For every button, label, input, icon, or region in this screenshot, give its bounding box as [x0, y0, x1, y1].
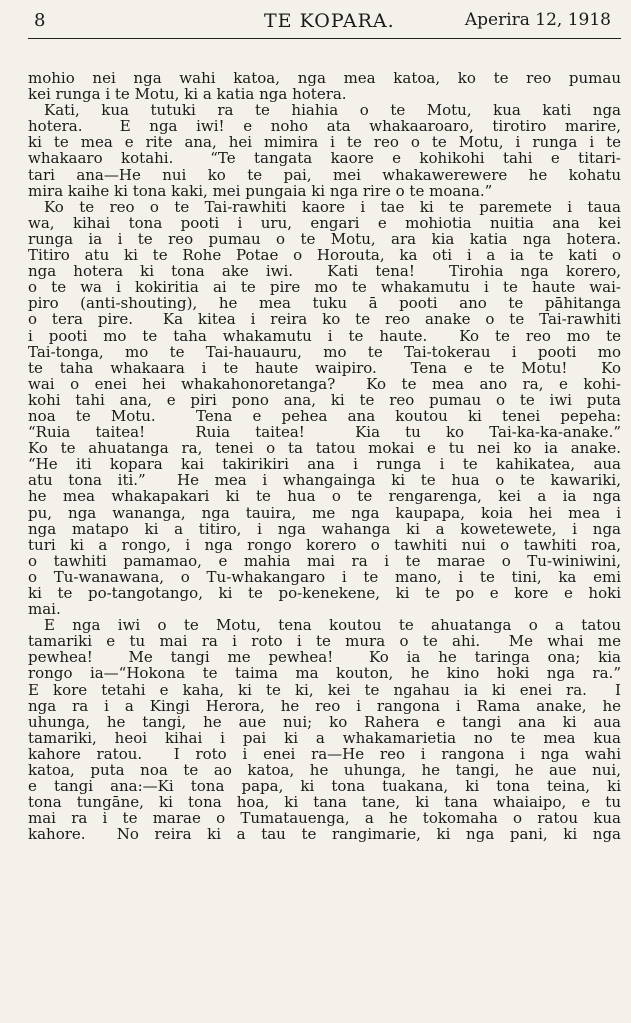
masthead-title: TE KOPARA.: [264, 10, 395, 32]
text-line: noa te Motu. Tena e pehea ana koutou ki tenei pepeha:: [28, 406, 621, 425]
text-line: nga matapo ki a titiro, i nga wahanga ki a kowetewete, i nga: [28, 519, 621, 538]
text-line: “Ruia taitea! Ruia taitea! Kia tu ko Tai-ka-ka-anake.”: [28, 423, 621, 442]
text-line: te taha whakaara i te haute waipiro. Tena e te Motu! Ko: [28, 358, 621, 377]
text-line: atu tona iti.” He mea i whangainga ki te hua o te kawariki,: [28, 471, 621, 490]
text-line: rongo ia—“Hokona te taima ma kouton, he kino hoki nga ra.”: [28, 664, 621, 683]
text-line: i pooti mo te taha whakamutu i te haute. Ko te reo mo te: [28, 326, 621, 345]
text-line: tamariki, heoi kihai i pai ki a whakamarietia no te mea kua: [28, 728, 621, 747]
text-line: whakaaro kotahi. “Te tangata kaore e kohikohi tahi e titari-: [28, 149, 621, 168]
text-line: e tangi ana:—Ki tona papa, ki tona tuakana, ki tona teina, ki: [28, 777, 621, 796]
text-line: piro (anti-shouting), he mea tuku ā pooti ano te pāhitanga: [28, 294, 621, 313]
text-line: ki te po-tangotango, ki te po-kenekene, ki te po e kore e hoki: [28, 584, 621, 602]
text-line: Titiro atu ki te Rohe Potae o Horouta, ka oti i a ia te kati o: [28, 246, 621, 265]
text-line: nga ra i a Kingi Herora, he reo i rangona i Rama anake, he: [28, 696, 621, 715]
text-line: katoa, puta noa te ao katoa, he uhunga, he tangi, he aue nui,: [28, 761, 621, 780]
text-line: o Tu-wanawana, o Tu-whakangaro i te mano, i te tini, ka emi: [28, 567, 621, 586]
text-line: ki te mea e rite ana, hei mimira i te reo o te Motu, i runga i te: [28, 133, 621, 152]
text-line: mira kaihe ki tona kaki, mei pungaia ki nga rire o te moana.”: [28, 181, 493, 200]
text-line: uhunga, he tangi, he aue nui; ko Rahera e tangi ana ki aua: [28, 712, 621, 731]
text-line: “He iti kopara kai takirikiri ana i runga i te kahikatea, aua: [28, 455, 621, 474]
text-line: Kati, kua tutuki ra te hiahia o te Motu, kua kati nga: [44, 101, 621, 120]
header-rule: [28, 38, 621, 39]
text-line: kohi tahi ana, e piri pono ana, ki te reo pumau o te iwi puta: [28, 390, 621, 409]
text-line: Ko te ahuatanga ra, tenei o ta tatou mokai e tu nei ko ia anake.: [28, 439, 621, 458]
text-line: he mea whakapakari ki te hua o te rengarenga, kei a ia nga: [28, 487, 621, 506]
text-line: E kore tetahi e kaha, ki te ki, kei te ngahau ia ki enei ra. I: [28, 680, 621, 699]
text-line: kei runga i te Motu, ki a katia nga hotera.: [28, 85, 347, 104]
text-line: o tera pire. Ka kitea i reira ko te reo anake o te Tai-rawhiti: [28, 310, 621, 329]
text-line: kahore. No reira ki a tau te rangimarie, ki nga pani, ki nga: [28, 825, 621, 844]
text-line: tamariki e tu mai ra i roto i te mura o te ahi. Me whai me: [28, 632, 621, 651]
page-header: [28, 6, 621, 36]
text-line: hotera. E nga iwi! e noho ata whakaaroaro, tirotiro marire,: [28, 117, 621, 136]
text-line: nga hotera ki tona ake iwi. Kati tena! Tirohia nga korero,: [28, 262, 621, 281]
page-number: 8: [34, 10, 46, 31]
article-body: [28, 70, 621, 843]
text-line: mohio nei nga wahi katoa, nga mea katoa, ko te reo pumau: [28, 69, 621, 87]
text-line: wa, kihai tona pooti i uru, engari e mohiotia nuitia ana kei: [28, 213, 621, 232]
text-line: turi ki a rongo, i nga rongo korero o tawhiti nui o tawhiti roa,: [28, 535, 621, 554]
text-line: pewhea! Me tangi me pewhea! Ko ia he taringa ona; kia: [28, 648, 621, 667]
text-line: tari ana—He nui ko te pai, mei whakawerewere he kohatu: [28, 165, 621, 184]
text-line: pu, nga wananga, nga tauira, me nga kaupapa, koia hei mea i: [28, 503, 621, 522]
text-line: E nga iwi o te Motu, tena koutou te ahuatanga o a tatou: [44, 616, 621, 635]
text-line: mai ra i te marae o Tumatauenga, a he tokomaha o ratou kua: [28, 809, 621, 828]
text-line: tona tungāne, ki tona hoa, ki tana tane, ki tana whaiaipo, e tu: [28, 793, 621, 812]
text-line: o tawhiti pamamao, e mahia mai ra i te marae o Tu-winiwini,: [28, 551, 621, 570]
text-line: wai o enei hei whakahonoretanga? Ko te mea ano ra, e kohi-: [28, 374, 621, 393]
text-line: o te wa i kokiritia ai te pire mo te whakamutu i te haute wai-: [28, 278, 621, 297]
text-line: Tai-tonga, mo te Tai-hauauru, mo te Tai-tokerau i pooti mo: [28, 342, 621, 361]
text-line: Ko te reo o te Tai-rawhiti kaore i tae ki te paremete i taua: [44, 197, 621, 216]
text-line: mai.: [28, 600, 61, 619]
text-line: runga ia i te reo pumau o te Motu, ara kia katia nga hotera.: [28, 229, 621, 248]
text-line: kahore ratou. I roto i enei ra—He reo i rangona i nga wahi: [28, 744, 621, 763]
issue-date: Aperira 12, 1918: [464, 10, 611, 30]
